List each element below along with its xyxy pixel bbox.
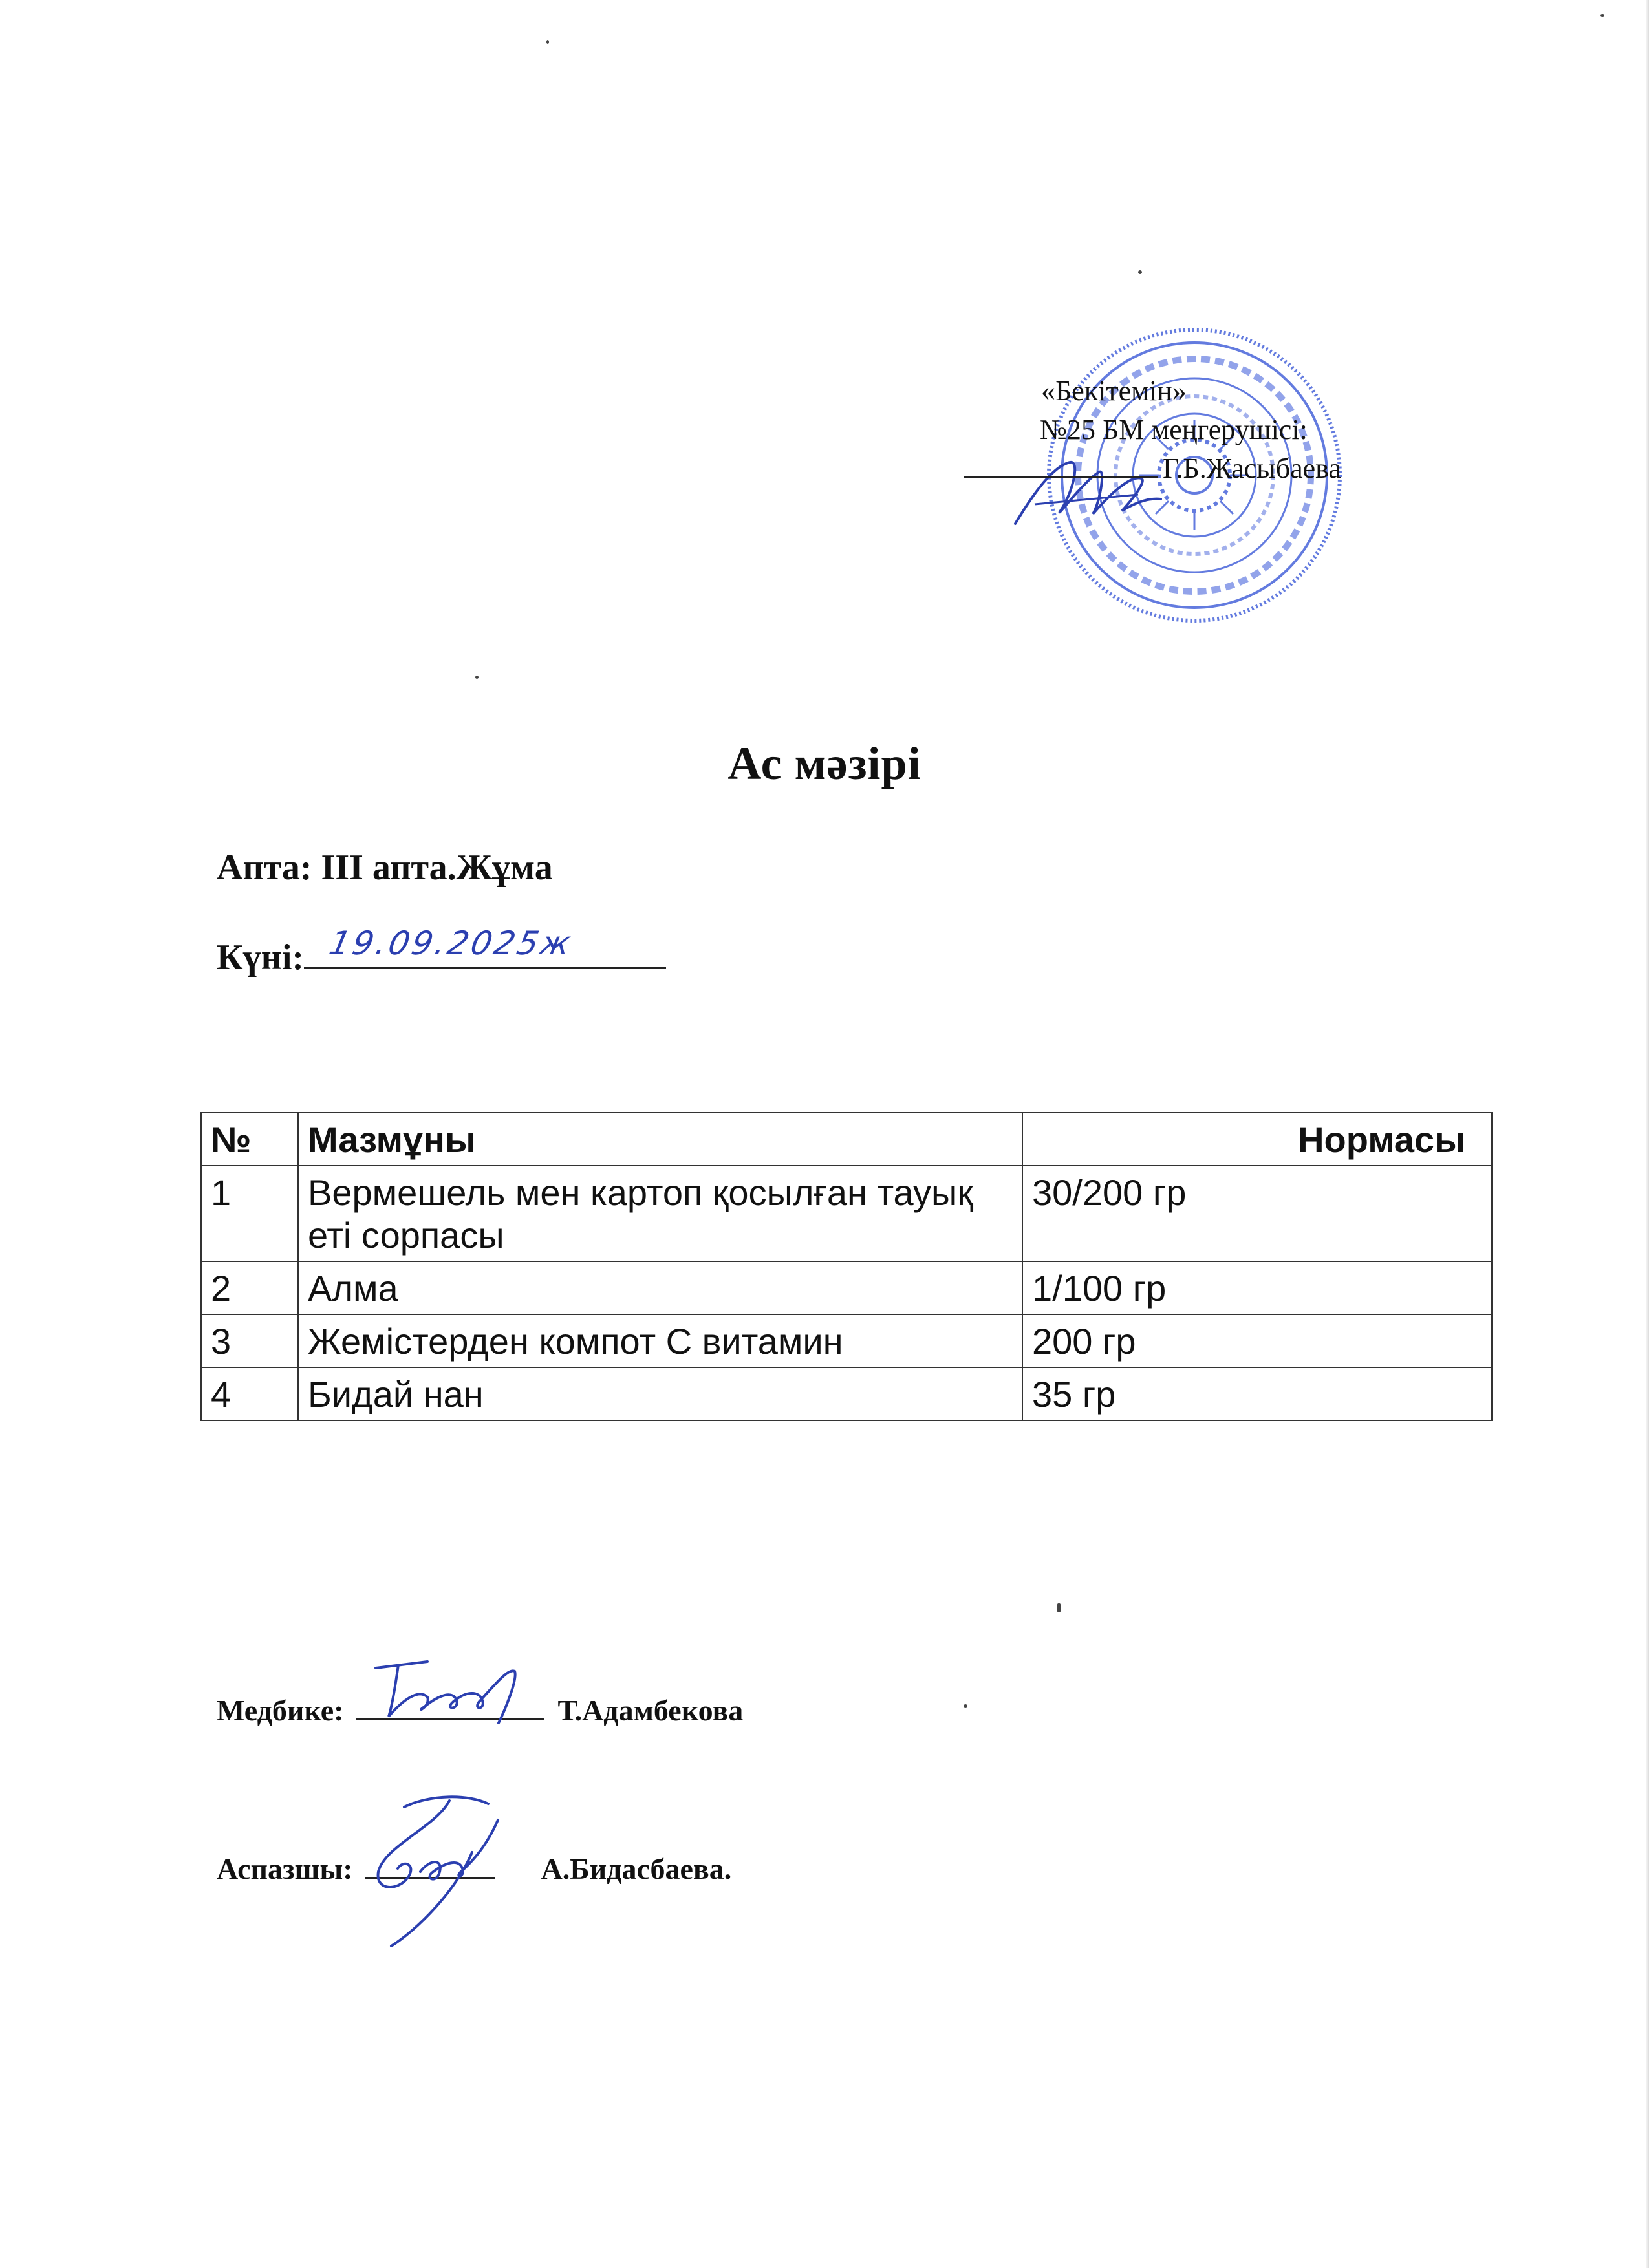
header-number: № (201, 1113, 298, 1166)
row-number: 2 (201, 1261, 298, 1314)
nurse-name: Т.Адамбекова (557, 1694, 744, 1727)
header-norm: Нормасы (1022, 1113, 1492, 1166)
date-handwritten: 19.09.2025ж (325, 925, 577, 962)
header-content: Мазмұны (298, 1113, 1022, 1166)
row-number: 4 (201, 1367, 298, 1420)
scan-speck (1057, 1603, 1061, 1612)
table-row (201, 1314, 1492, 1367)
row-norm: 35 гр (1022, 1367, 1492, 1420)
signature-underline (964, 450, 1158, 478)
table-row (201, 1367, 1492, 1420)
row-content: Алма (298, 1261, 1022, 1314)
nurse-signature-icon (369, 1655, 537, 1726)
approval-position: №25 БМ меңгерушісі: (1040, 414, 1308, 445)
date-field (304, 925, 666, 969)
scan-speck (1138, 270, 1142, 274)
row-norm: 200 гр (1022, 1314, 1492, 1367)
cook-signature-row (217, 1846, 731, 1886)
cook-name: А.Бидасбаева. (541, 1852, 732, 1885)
row-content: Вермешель мен картоп қосылған тауық еті сорпасы (298, 1166, 1022, 1261)
table-header-row (201, 1113, 1492, 1166)
row-number: 1 (201, 1166, 298, 1261)
row-norm: 1/100 гр (1022, 1261, 1492, 1314)
table-row (201, 1166, 1492, 1261)
approval-block (964, 372, 1429, 488)
cook-signature-line (365, 1846, 495, 1879)
scan-speck (1600, 14, 1604, 17)
page-title: Ас мәзірі (727, 738, 921, 789)
date-label: Күні: (217, 937, 305, 978)
cook-signature-icon (359, 1781, 514, 1949)
approval-signature-line (964, 449, 1429, 488)
scan-speck (546, 40, 549, 44)
nurse-signature-line (356, 1687, 544, 1720)
nurse-label: Медбике: (217, 1694, 344, 1727)
approval-head-name: Г.Б.Жасыбаева (1163, 453, 1341, 484)
approval-heading: «Бекітемін» (1041, 375, 1187, 407)
row-number: 3 (201, 1314, 298, 1367)
scan-edge (1646, 0, 1649, 2268)
row-norm: 30/200 гр (1022, 1166, 1492, 1261)
nurse-signature-row (217, 1687, 743, 1728)
date-row (217, 925, 666, 978)
scan-speck (475, 676, 479, 679)
table-row (201, 1261, 1492, 1314)
cook-label: Аспазшы: (217, 1852, 353, 1885)
menu-table (200, 1112, 1493, 1421)
scan-speck (964, 1704, 967, 1708)
week-label: Апта: ІІІ апта.Жұма (217, 848, 553, 888)
row-content: Жемістерден компот С витамин (298, 1314, 1022, 1367)
row-content: Бидай нан (298, 1367, 1022, 1420)
